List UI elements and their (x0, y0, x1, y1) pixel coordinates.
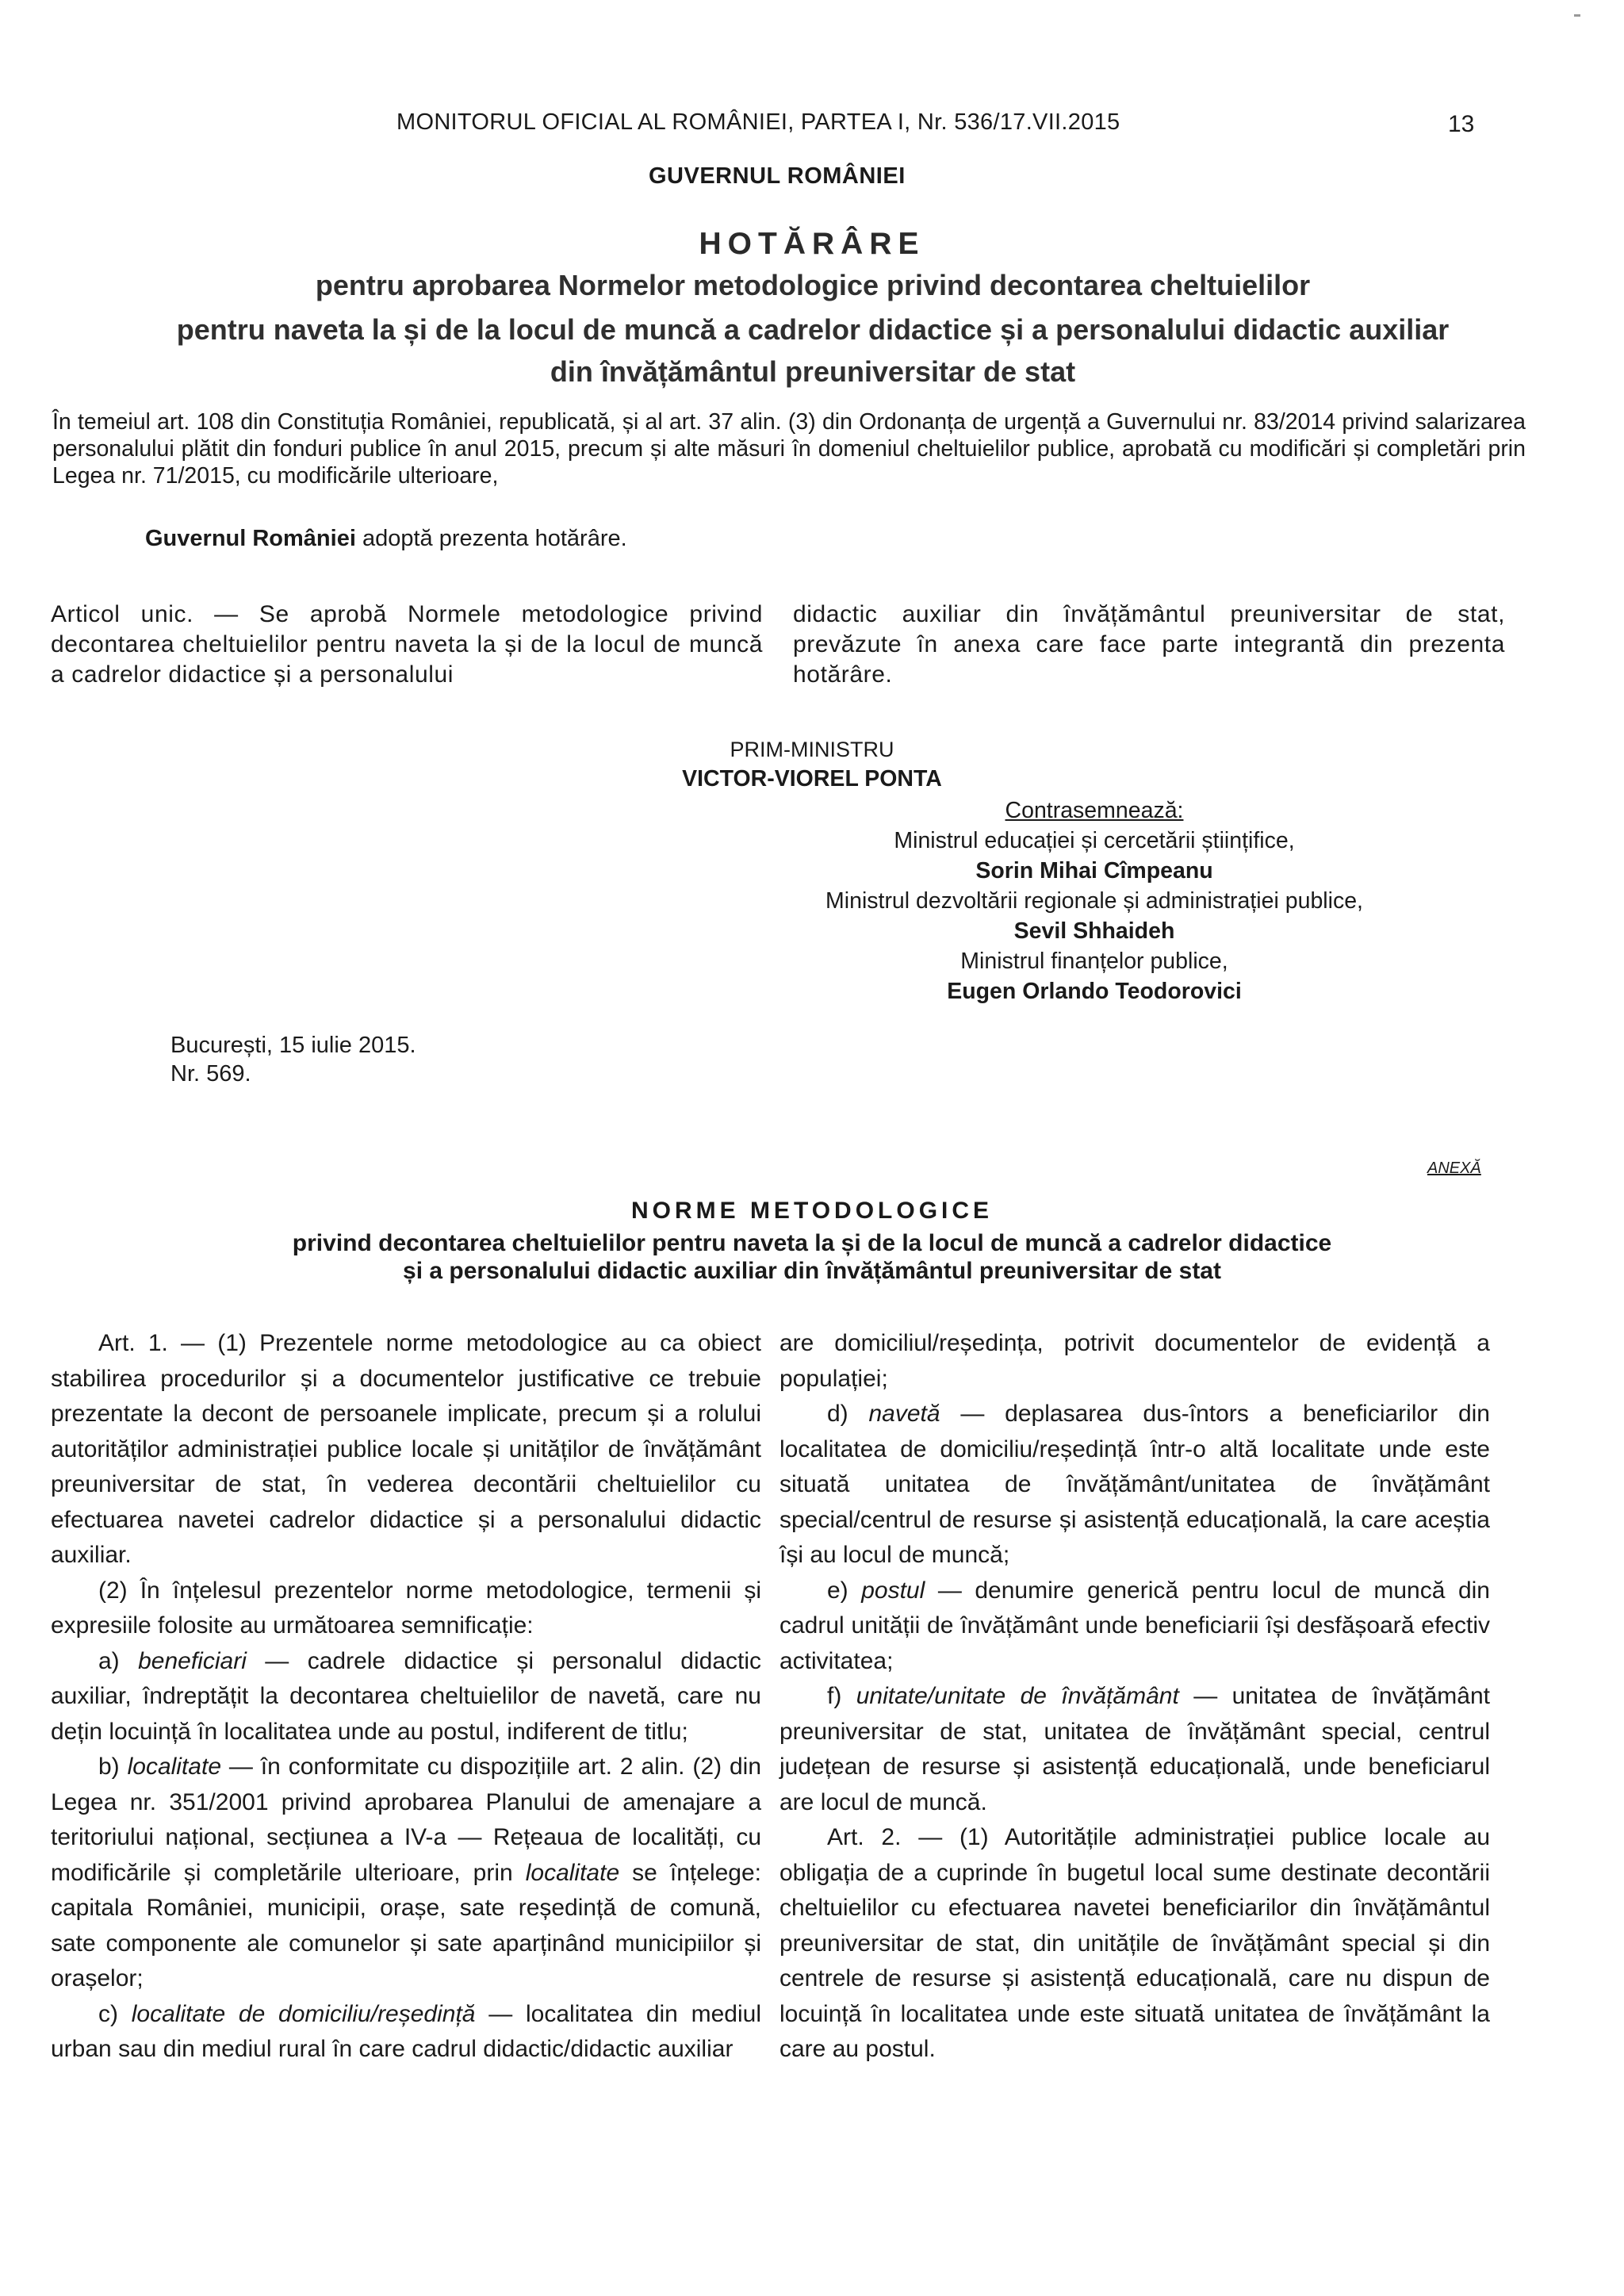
defined-term: localitate (127, 1754, 221, 1780)
definition-a: a) beneficiari — cadrele didactice și personalul didactic auxiliar, îndreptățit la decontarea cheltuielilor de navetă, care nu dețin locuință în localitatea unde au postul, indiferent de titlu; (51, 1647, 761, 1745)
definition-f: f) unitate/unitate de învățământ — unitatea de învățământ preuniversitar de stat, unitatea de învățământ special, centrul județean de resurse și asistență educațională, unde beneficiarul are locul de muncă. (779, 1683, 1490, 1815)
signatory-name: VICTOR-VIOREL PONTA (682, 766, 942, 792)
article-2-paragraph-1: Art. 2. — (1) Autoritățile administrației publice locale au obligația de a cuprinde în bugetul local sume destinate decontării cheltuielilor cu efectuarea navetei beneficiarilor din învățământul preuniversitar de stat, din unitățile de învățământ special și din centrele de resurse și asistență educațională, care nu dispun de locuință în localitatea unde este situată unitatea de învățământ la care au postul. (779, 1824, 1490, 2062)
decision-title: HOTĂRÂRE (699, 227, 925, 261)
definition-e: e) postul — denumire generică pentru locul de muncă din cadrul unității de învățământ unde beneficiarii își desfășoară efectiv activitatea; (779, 1577, 1490, 1674)
definition-b: b) localitate — în conformitate cu dispozițiile art. 2 alin. (2) din Legea nr. 351/2001 privind aprobarea Planului de amenajare a teritoriului național, secțiunea a IV-a — Rețeaua de localități, cu modificările și completările ulterioare, prin localitate se înțelege: capitala României, municipii, orașe, sate reședință de comună, sate componente ale comunelor și sate aparținând municipiilor și orașelor; (51, 1754, 761, 1991)
minister-name: Sevil Shhaideh (1013, 918, 1175, 944)
countersign-heading: Contrasemnează: (1005, 798, 1184, 823)
running-head: MONITORUL OFICIAL AL ROMÂNIEI, PARTEA I, Nr. 536/17.VII.2015 (396, 109, 1120, 135)
preamble: În temeiul art. 108 din Constituția României, republicată, și al art. 37 alin. (3) din Ordonanța de urgență a Guvernului nr. 83/2014 privind salarizarea personalului plătit din fonduri publice în anul 2015, precum și alte măsuri în domeniul cheltuielilor publice, aprobată cu modificări și completări prin Legea nr. 71/2015, cu modificările ulterioare, (52, 409, 1526, 489)
article-unic-right-column: didactic auxiliar din învățământul preuniversitar de stat, prevăzute în anexa care face parte integrantă din prezenta hotărâre. (793, 601, 1505, 688)
minister-name: Eugen Orlando Teodorovici (947, 979, 1242, 1004)
defined-term: unitate/unitate de învățământ (856, 1683, 1179, 1709)
defined-term: beneficiari (138, 1647, 247, 1674)
defined-term: localitate de domiciliu/reședință (131, 2000, 476, 2027)
minister-title: Ministrul finanțelor publice, (960, 949, 1228, 974)
annex-label: ANEXĂ (1427, 1159, 1481, 1177)
annex-subtitle-line1: privind decontarea cheltuielilor pentru naveta la și de la locul de muncă a cadrelor didactice (292, 1230, 1332, 1256)
adoption-subject: Guvernul României (145, 526, 356, 551)
minister-title: Ministrul dezvoltării regionale și administrației publice, (825, 888, 1363, 914)
article-1-paragraph-2: (2) În înțelesul prezentelor norme metodologice, termenii și expresiile folosite au următoarea semnificație: (51, 1577, 761, 1639)
defined-term: postul (861, 1577, 925, 1604)
minister-name: Sorin Mihai Cîmpeanu (975, 858, 1213, 884)
definition-c: c) localitate de domiciliu/reședință — localitatea din mediul urban sau din mediul rural în care cadrul didactic/didactic auxiliar (51, 2000, 761, 2062)
minister-title: Ministrul educației și cercetării științifice, (894, 828, 1295, 853)
article-1-paragraph-1: Art. 1. — (1) Prezentele norme metodologice au ca obiect stabilirea procedurilor și a documentelor justificative ce trebuie prezentate la decont de persoanele implicate, precum și a rolului autorităților administrației publice locale și unităților de învățământ preuniversitar de stat, în vederea decontării cheltuielilor cu efectuarea navetei cadrelor didactice și a personalului didactic auxiliar. (51, 1330, 761, 1568)
defined-term: navetă (868, 1401, 940, 1427)
definition-d: d) navetă — deplasarea dus-întors a beneficiarilor din localitatea de domiciliu/reședință într-o altă localitate unde este situată unitatea de învățământ/unitatea de învățământ special/centrul de resurse și asistență educațională, la care aceștia își au locul de muncă; (779, 1401, 1490, 1568)
signatory-role: PRIM-MINISTRU (730, 738, 894, 761)
adoption-formula (145, 526, 627, 552)
annex-title: NORME METODOLOGICE (630, 1198, 994, 1224)
decision-subtitle-line3: din învățământul preuniversitar de stat (550, 355, 1076, 388)
decision-number: Nr. 569. (170, 1061, 251, 1087)
decision-subtitle-line2: pentru naveta la și de la locul de muncă a cadrelor didactice și a personalului didactic auxiliar (176, 313, 1450, 346)
countersignature-block (793, 795, 1396, 1006)
issuer-name: GUVERNUL ROMÂNIEI (649, 163, 906, 189)
place-and-date-block (170, 1031, 416, 1088)
place-date: București, 15 iulie 2015. (170, 1033, 416, 1058)
page-number: 13 (1448, 111, 1475, 137)
definition-c-continued: are domiciliul/reședința, potrivit documentelor de evidență a populației; (779, 1330, 1490, 1392)
annex-left-column (51, 1326, 761, 2068)
scan-artifact (1574, 14, 1580, 17)
decision-subtitle-line1: pentru aprobarea Normelor metodologice privind decontarea cheltuielilor (315, 269, 1311, 301)
adoption-text: adoptă prezenta hotărâre. (355, 526, 627, 551)
defined-term: localitate (525, 1859, 620, 1886)
annex-right-column (779, 1326, 1490, 2068)
article-unic-left-column: Articol unic. — Se aprobă Normele metodologice privind decontarea cheltuielilor pentru naveta la și de la locul de muncă a cadrelor didactice și a personalului (51, 601, 763, 688)
annex-subtitle-line2: și a personalului didactic auxiliar din învățământul preuniversitar de stat (403, 1258, 1221, 1284)
